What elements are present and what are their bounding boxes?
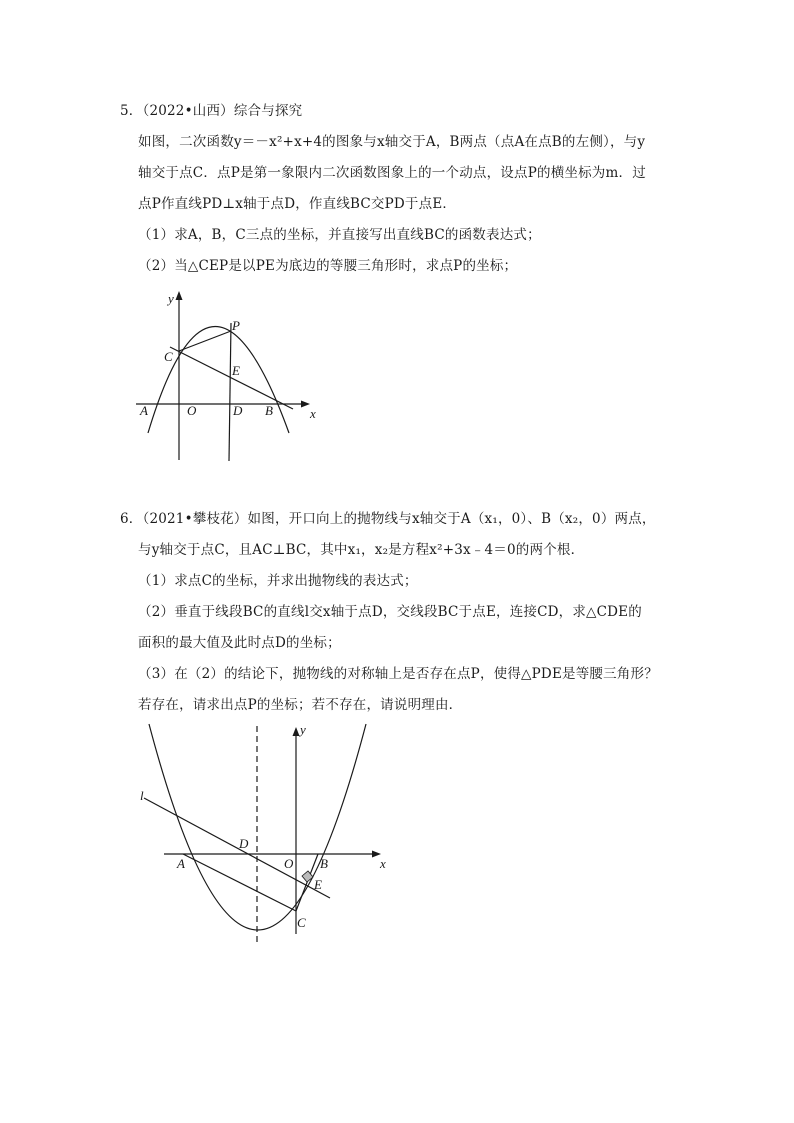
problem5-header: 5．（2022•山西）综合与探究 [120,103,303,119]
p5-y-arrow [176,291,183,300]
p6-label-l: l [140,788,144,803]
p6-label-d: D [239,836,249,851]
p6-label-a: A [177,856,185,871]
p5-label-p: P [232,318,240,333]
problem5-line-3: 点P作直线PD⊥x轴于点D，作直线BC交PD于点E． [138,196,457,212]
p6-label-b: B [320,856,328,871]
problem6-line-6: 若存在，请求出点P的坐标；若不存在，请说明理由． [138,697,463,713]
problem5-line-5: （2）当△CEP是以PE为底边的等腰三角形时，求点P的坐标； [138,258,518,274]
p5-segment-cp [179,331,231,351]
problem6-header: 6．（2021•攀枝花）如图，开口向上的抛物线与x轴交于A（x₁，0）、B（x₂，0）两点， [120,511,656,527]
problem6-line-1: 与y轴交于点C，且AC⊥BC，其中x₁，x₂是方程x²+3x﹣4＝0的两个根． [138,542,585,558]
p5-label-b: B [265,403,273,418]
p5-label-d: D [233,403,243,418]
p6-label-y: y [300,722,306,737]
p5-label-o: O [187,403,197,418]
p5-label-x: x [310,406,316,421]
p5-line-bc [170,347,293,409]
problem5-figure [130,285,340,470]
p6-label-c: C [297,915,306,930]
p5-label-a: A [140,403,148,418]
p5-x-arrow [301,401,310,408]
p6-label-e: E [314,877,322,892]
p6-line-l [144,798,330,898]
problem6-line-4: 面积的最大值及此时点D的坐标； [138,635,341,651]
problem5-line-2: 轴交于点C．点P是第一象限内二次函数图象上的一个动点，设点P的横坐标为m．过 [138,165,646,181]
problem6-line-3: （2）垂直于线段BC的直线l交x轴于点D，交线段BC于点E，连接CD，求△CDE的 [138,604,642,620]
problem6-line-5: （3）在（2）的结论下，抛物线的对称轴上是否存在点P，使得△PDE是等腰三角形？ [138,666,658,682]
problem6-line-2: （1）求点C的坐标，并求出抛物线的表达式； [138,573,418,589]
problem6-figure [130,718,395,948]
problem5-line-4: （1）求A，B，C三点的坐标，并直接写出直线BC的函数表达式； [138,227,541,243]
p6-y-arrow [293,727,300,736]
p5-label-y: y [168,291,174,306]
p5-line-pd [229,323,231,461]
p6-label-x: x [380,856,386,871]
p6-label-o: O [284,856,294,871]
p5-label-e: E [232,363,240,378]
p6-segment-ac [183,854,296,911]
problem5-line-1: 如图，二次函数y＝－x²+x+4的图象与x轴交于A，B两点（点A在点B的左侧），与y [138,134,646,150]
p5-label-c: C [164,349,173,364]
